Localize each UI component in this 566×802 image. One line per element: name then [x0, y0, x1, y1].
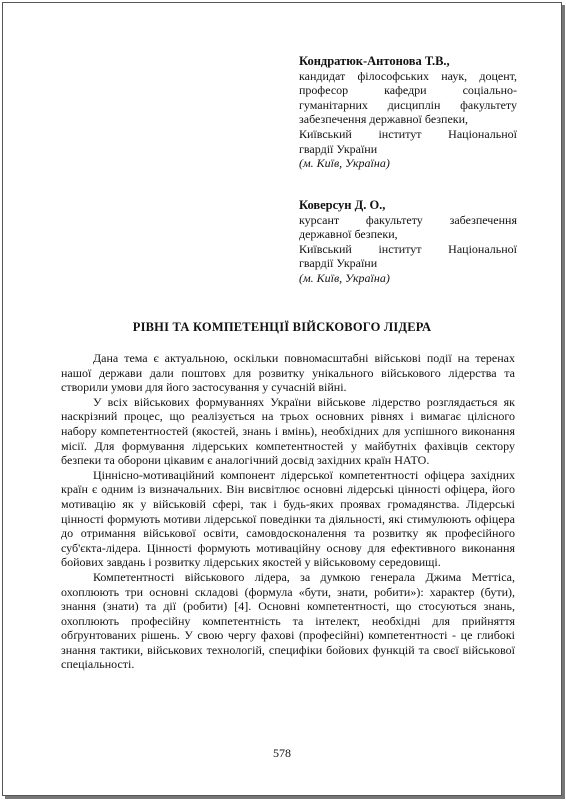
author-affiliation-line: гуманітарних дисциплін факультету: [299, 97, 517, 112]
author-affiliation-line: гвардії України: [299, 256, 378, 271]
body-paragraph: Дана тема є актуальною, оскільки повномасштабні військові події на теренах нашої держави дали поштовх для розвитку унікального військового лідерства та створили умови для його застосування у сучасній війні.: [61, 351, 515, 395]
article-title: РІВНІ ТА КОМПЕТЕНЦІЇ ВІЙСКОВОГО ЛІДЕРА: [132, 320, 432, 334]
author-affiliation-line: гвардії України: [299, 141, 378, 156]
body-paragraph: Компетентності військового лідера, за думкою генерала Джима Меттіса, охоплюють три основні складові (формула «бути, знати, робити»): характер (бути), знання (знати) та дії (робити) [4]. Основні компетентності, що стосуються знань, охоплюють професійну компетентність та інтелект, необхідні для прийняття обґрунтованих рішень. У свою чергу фахові (професійні) компетентності - це глибокі знання тактики, військових технологій, специфіки бойових функцій та своєї військової спеціальності.: [61, 569, 515, 672]
body-paragraph: У всіх військових формуваннях України військове лідерство розглядається як наскрізний процес, що реалізується на трьох основних рівнях і вимагає цілісного набору компетентностей (якостей, знань і вмінь), необхідних для успішного виконання місії. Для формування лідерських компетентностей у майбутніх фахівців сектору безпеки та оборони цікавим є аналогічний досвід західних країн НАТО.: [61, 394, 515, 468]
author-block-1: [299, 54, 517, 171]
document-page: [2, 2, 562, 796]
article-body: [61, 351, 515, 672]
author-affiliation-line: державної безпеки,: [299, 227, 398, 242]
body-paragraph: Ціннісно-мотиваційний компонент лідерської компетентності офіцера західних країн є одним із визначальних. Він висвітлює основні лідерські цінності офіцера, його мотивацію як у військовій сфері, так і будь-яких проявах громадянства. Лідерські цінності формують мотиви лідерської поведінки та діяльності, які стимулюють офіцера до отримання військової освіти, самовдосконалення та розвитку як професійного суб'єкта-лідера. Цінності формують мотиваційну основу для ефективного виконання бойових завдань і розвитку лідерських якостей у військовому середовищі.: [61, 467, 515, 570]
author-name: Коверсун Д. О.,: [299, 198, 386, 212]
author-affiliation-line: Київський інститут Національної: [299, 126, 517, 141]
author-affiliation-line: забезпечення державної безпеки,: [299, 112, 469, 127]
author-affiliation-line: кандидат філософських наук, доцент,: [299, 68, 517, 83]
author-affiliation-line: професор кафедри соціально-: [299, 83, 517, 98]
author-location: (м. Київ, Україна): [299, 270, 390, 285]
author-block-2: [299, 198, 517, 286]
page-number: 578: [273, 746, 291, 760]
author-affiliation-line: курсант факультету забезпечення: [299, 212, 517, 227]
author-location: (м. Київ, Україна): [299, 156, 390, 171]
author-affiliation-line: Київський інститут Національної: [299, 241, 517, 256]
author-name: Кондратюк-Антонова Т.В.,: [299, 54, 450, 68]
